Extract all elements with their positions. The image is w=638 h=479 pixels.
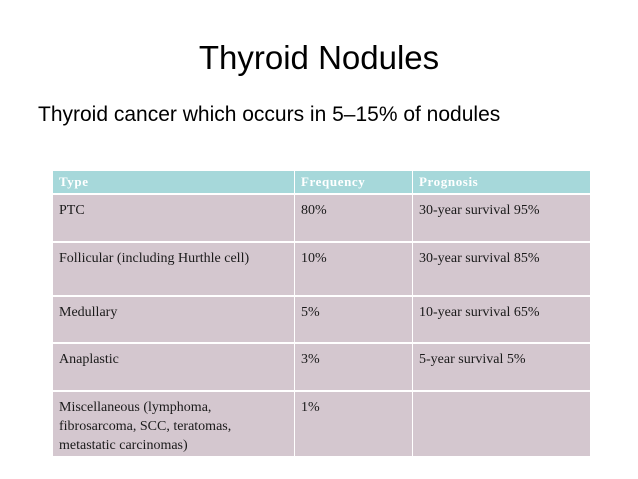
cell-type: Follicular (including Hurthle cell)	[53, 242, 295, 296]
table-row	[53, 194, 591, 242]
slide-title: Thyroid Nodules	[198, 39, 440, 76]
cell-prognosis: 30-year survival 95%	[413, 194, 591, 242]
table-row	[53, 296, 591, 343]
thyroid-cancer-table	[52, 170, 591, 457]
header-frequency: Frequency	[295, 171, 413, 195]
table-row	[53, 242, 591, 296]
cell-frequency: 3%	[295, 343, 413, 391]
cell-frequency: 10%	[295, 242, 413, 296]
cell-prognosis	[413, 391, 591, 457]
header-type: Type	[53, 171, 295, 195]
table-row	[53, 343, 591, 391]
cell-frequency: 1%	[295, 391, 413, 457]
cell-prognosis: 10-year survival 65%	[413, 296, 591, 343]
slide-subtitle: Thyroid cancer which occurs in 5–15% of nodules	[38, 103, 501, 126]
cell-type: Anaplastic	[53, 343, 295, 391]
cell-prognosis: 30-year survival 85%	[413, 242, 591, 296]
cell-type: Medullary	[53, 296, 295, 343]
cell-frequency: 5%	[295, 296, 413, 343]
cell-type: PTC	[53, 194, 295, 242]
table-header-row	[53, 171, 591, 195]
table-row	[53, 391, 591, 457]
cell-frequency: 80%	[295, 194, 413, 242]
cell-prognosis: 5-year survival 5%	[413, 343, 591, 391]
cell-type: Miscellaneous (lymphoma, fibrosarcoma, SCC, teratomas, metastatic carcinomas)	[53, 391, 295, 457]
header-prognosis: Prognosis	[413, 171, 591, 195]
